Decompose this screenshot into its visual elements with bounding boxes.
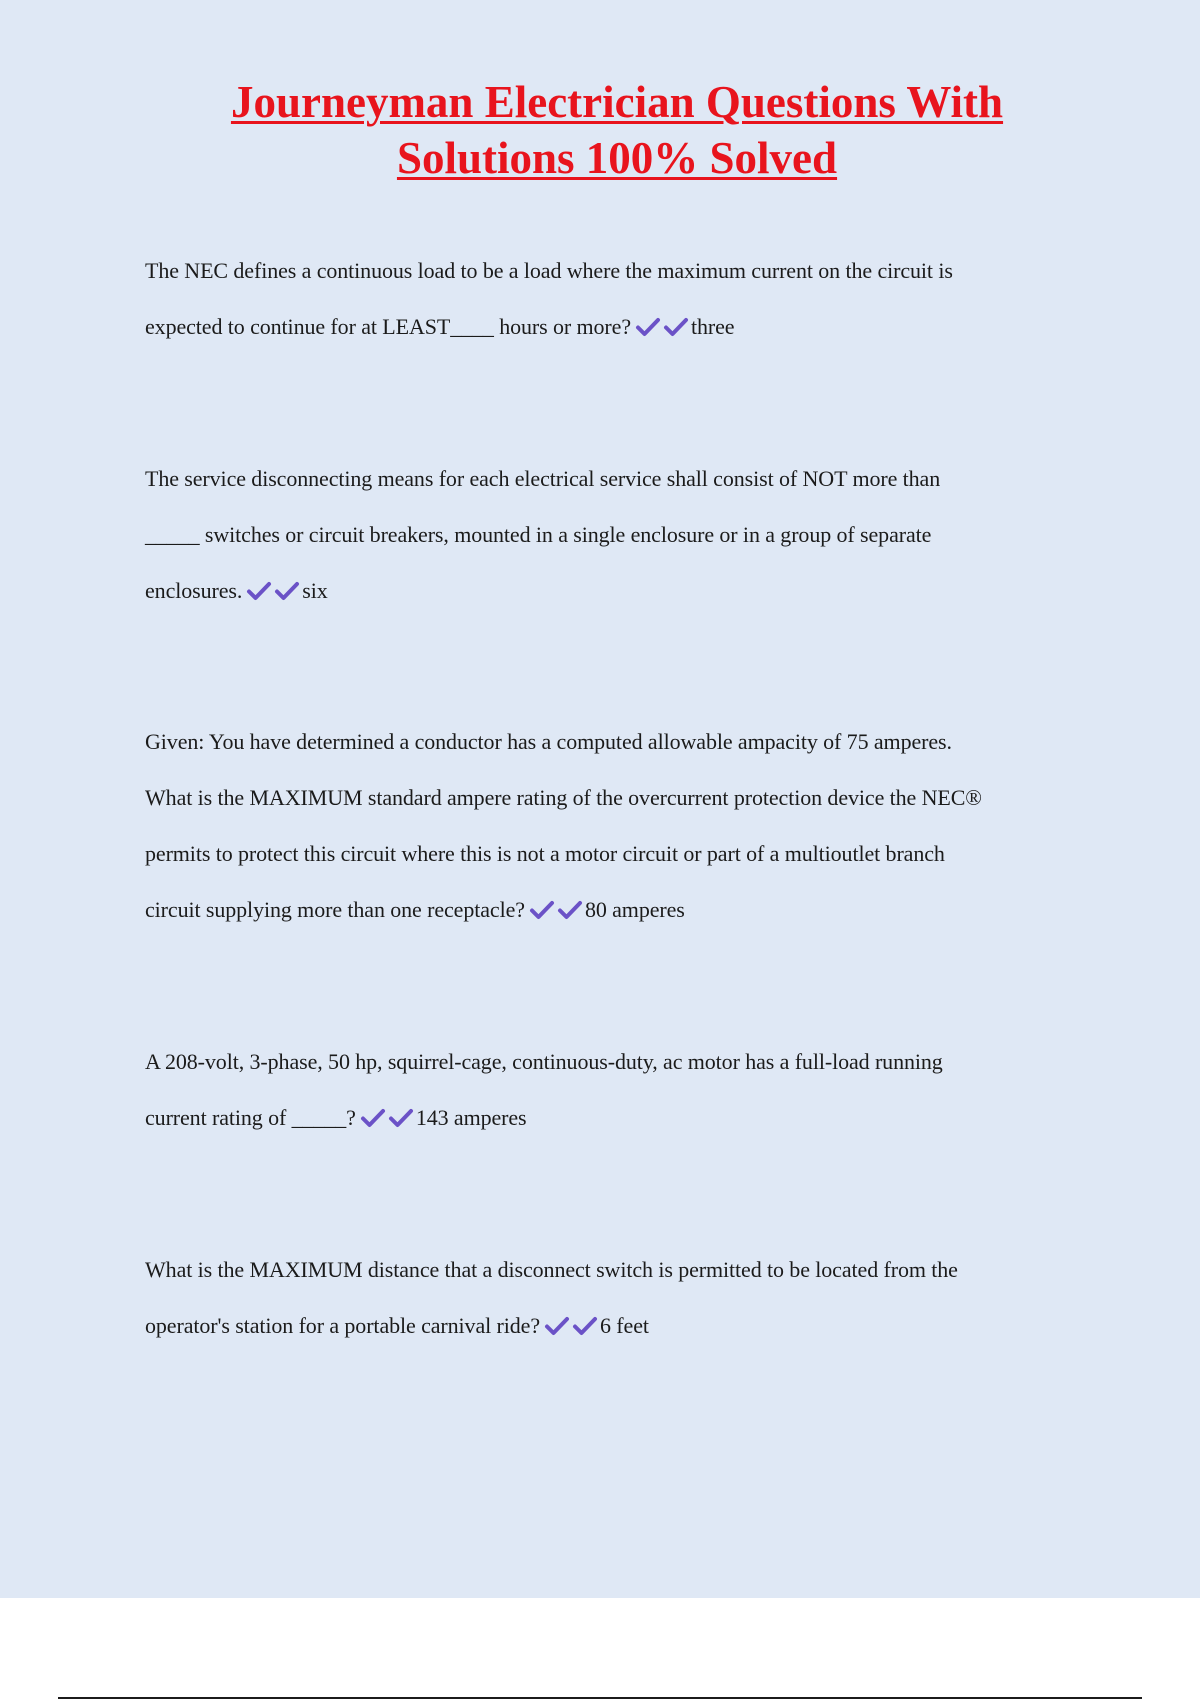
- question-text-line: What is the MAXIMUM standard ampere rating of the overcurrent protection device the NEC®: [145, 785, 982, 810]
- answer-text: 143 amperes: [415, 1105, 527, 1130]
- question-text-line: A 208-volt, 3-phase, 50 hp, squirrel-cage, continuous-duty, ac motor has a full-load running: [145, 1049, 943, 1074]
- title-line-2: Solutions 100% Solved: [396, 133, 838, 183]
- question-text-line: enclosures. six: [145, 578, 328, 603]
- question-text-line: _____ switches or circuit breakers, mounted in a single enclosure or in a group of separate: [145, 522, 932, 547]
- answer-text: 6 feet: [600, 1313, 649, 1338]
- question-block-3: [145, 714, 1080, 938]
- checkmark-icon: [388, 1108, 414, 1128]
- checkmark-icon: [635, 317, 661, 337]
- question-block-2: [145, 451, 1080, 619]
- question-text-line: Given: You have determined a conductor has a computed allowable ampacity of 75 amperes.: [145, 729, 952, 754]
- footer-divider: [58, 1697, 1142, 1699]
- question-block-5: [145, 1242, 1080, 1354]
- checkmark-icon: [529, 900, 555, 920]
- title-line-1: Journeyman Electrician Questions With: [230, 77, 1004, 127]
- question-text-line: operator's station for a portable carnival ride? 6 feet: [145, 1313, 649, 1338]
- answer-text: three: [691, 314, 735, 339]
- question-block-4: [145, 1034, 1080, 1146]
- question-text-line: circuit supplying more than one receptacle? 80 amperes: [145, 897, 685, 922]
- checkmark-icon: [274, 581, 300, 601]
- checkmark-icon: [557, 900, 583, 920]
- document-title: [150, 74, 1084, 186]
- question-text-line: current rating of _____? 143 amperes: [145, 1105, 527, 1130]
- question-text-line: The service disconnecting means for each electrical service shall consist of NOT more than: [145, 466, 941, 491]
- checkmark-icon: [663, 317, 689, 337]
- question-text-line: What is the MAXIMUM distance that a disconnect switch is permitted to be located from the: [145, 1257, 958, 1282]
- answer-text: six: [302, 578, 328, 603]
- checkmark-icon: [572, 1316, 598, 1336]
- question-block-1: [145, 243, 1080, 355]
- answer-text: 80 amperes: [584, 897, 685, 922]
- checkmark-icon: [360, 1108, 386, 1128]
- question-text-line: The NEC defines a continuous load to be a load where the maximum current on the circuit is: [145, 258, 953, 283]
- question-text-line: permits to protect this circuit where this is not a motor circuit or part of a multioutlet branch: [145, 841, 945, 866]
- checkmark-icon: [544, 1316, 570, 1336]
- question-text-line: expected to continue for at LEAST____ hours or more? three: [145, 314, 735, 339]
- checkmark-icon: [246, 581, 272, 601]
